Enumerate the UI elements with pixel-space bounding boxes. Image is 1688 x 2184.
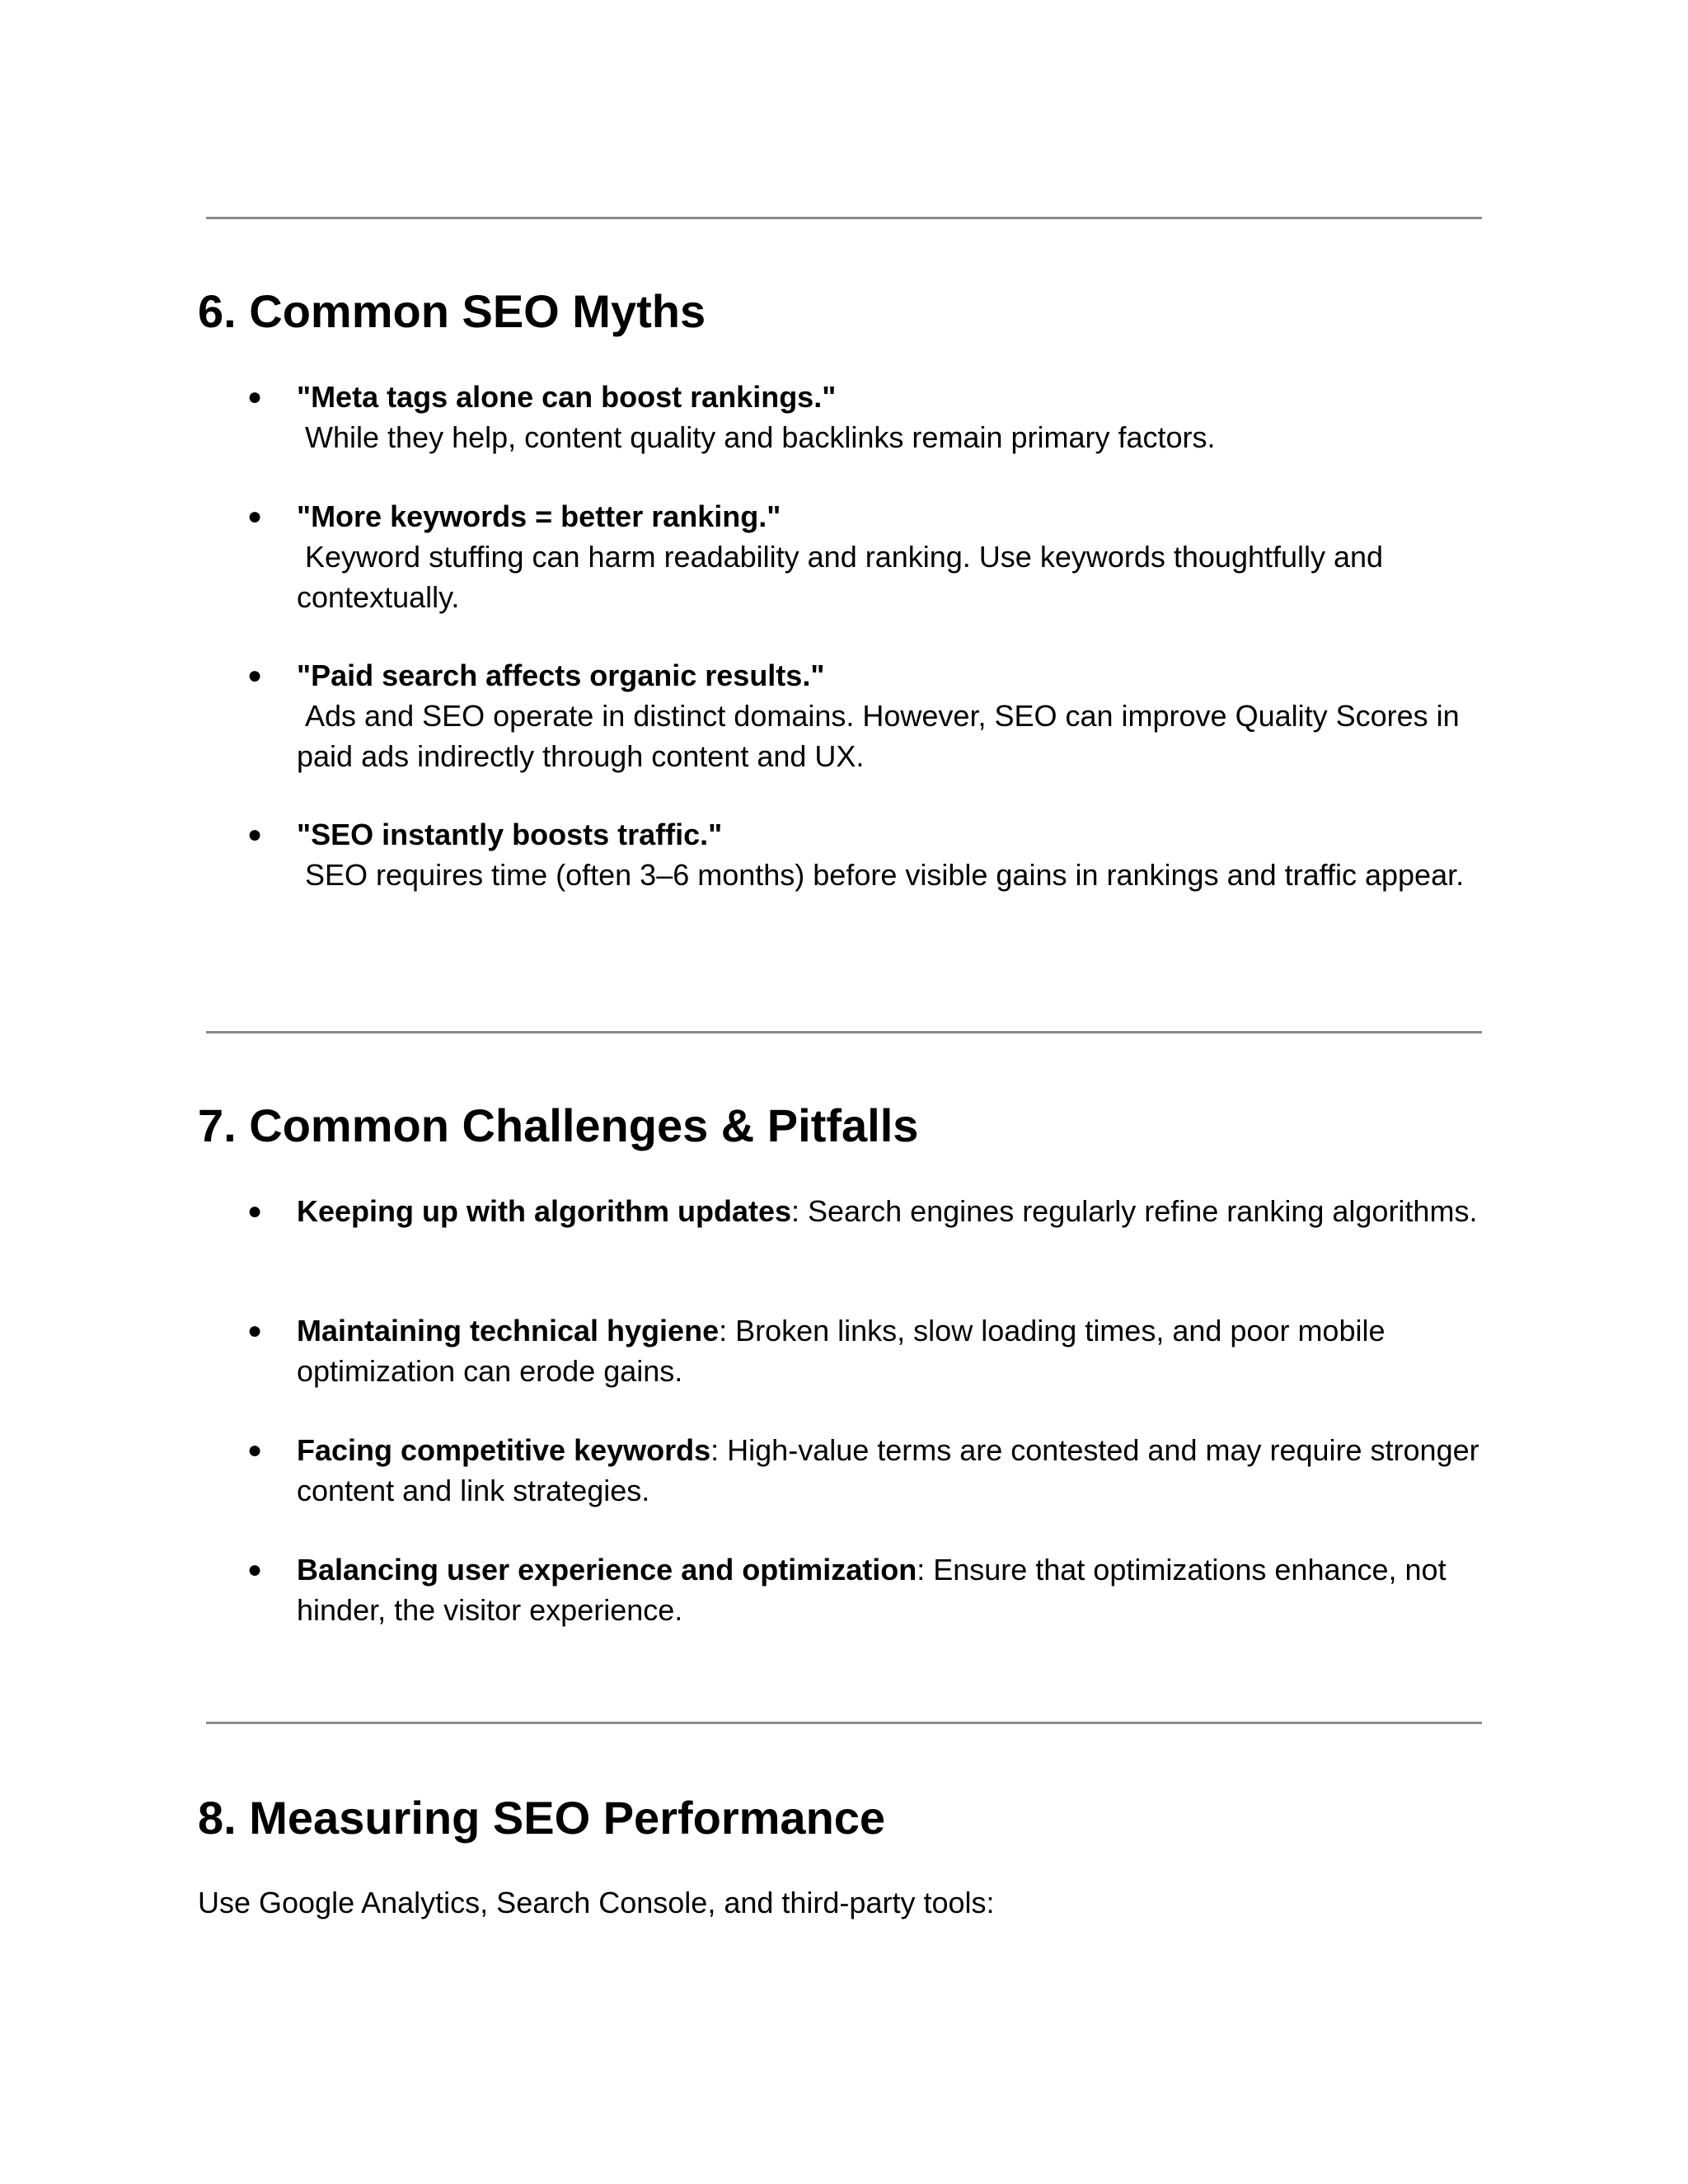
myth-title: "Meta tags alone can boost rankings."	[297, 380, 837, 414]
myth-title: "SEO instantly boosts traffic."	[297, 818, 723, 851]
challenge-text: : Ensure that optimizations enhance, not hinder, the visitor experience.	[297, 1553, 1447, 1627]
horizontal-rule	[206, 1722, 1482, 1724]
myth-description: Ads and SEO operate in distinct domains. However, SEO can improve Quality Scores in paid ads indirectly through content and UX.	[297, 699, 1468, 773]
challenge-lead: Balancing user experience and optimization	[297, 1553, 917, 1586]
bullet-icon: ●	[247, 662, 263, 689]
bullet-icon: ●	[247, 1197, 263, 1225]
challenge-lead: Facing competitive keywords	[297, 1433, 711, 1467]
challenge-text: : Broken links, slow loading times, and poor mobile optimization can erode gains.	[297, 1314, 1386, 1388]
section-heading: 6. Common SEO Myths	[198, 285, 706, 337]
challenge-lead: Maintaining technical hygiene	[297, 1314, 720, 1347]
section-heading: 7. Common Challenges & Pitfalls	[198, 1099, 919, 1151]
myth-title: "Paid search affects organic results."	[297, 658, 825, 692]
intro-paragraph: Use Google Analytics, Search Console, and third-party tools:	[198, 1886, 995, 1919]
myth-description: SEO requires time (often 3–6 months) before visible gains in rankings and traffic appear.	[297, 858, 1465, 892]
myth-description: While they help, content quality and backlinks remain primary factors.	[297, 420, 1216, 454]
challenge-text: : High-value terms are contested and may require stronger content and link strategies.	[297, 1433, 1479, 1507]
bullet-icon: ●	[247, 1556, 263, 1583]
bullet-icon: ●	[247, 503, 263, 530]
challenge-text: : Search engines regularly refine ranking algorithms.	[791, 1194, 1478, 1228]
myth-description: Keyword stuffing can harm readability and ranking. Use keywords thoughtfully and contextually.	[297, 540, 1392, 614]
bullet-icon: ●	[247, 1436, 263, 1464]
horizontal-rule	[206, 217, 1482, 219]
section-heading: 8. Measuring SEO Performance	[198, 1792, 886, 1844]
horizontal-rule	[206, 1031, 1482, 1033]
bullet-icon: ●	[247, 383, 263, 410]
bullet-icon: ●	[247, 821, 263, 848]
myth-title: "More keywords = better ranking."	[297, 499, 781, 533]
bullet-icon: ●	[247, 1317, 263, 1344]
challenge-lead: Keeping up with algorithm updates	[297, 1194, 792, 1228]
